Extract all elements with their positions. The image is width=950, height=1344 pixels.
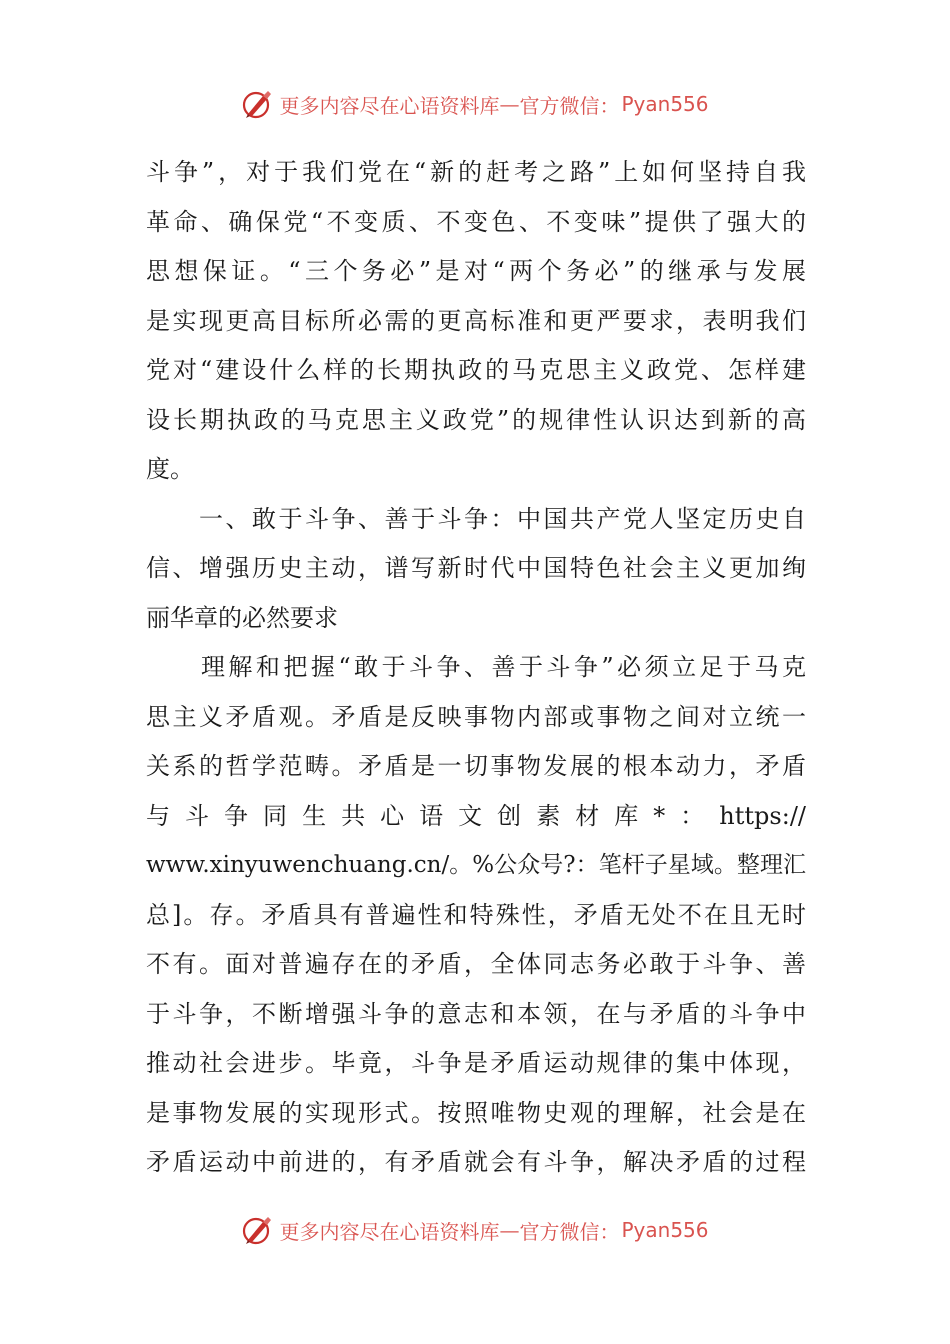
document-body — [146, 148, 806, 1188]
section-heading-line-3: 丽华章的必然要求 — [146, 603, 338, 632]
body-line-18: 于斗争，不断增强斗争的意志和本领，在与矛盾的斗争中 — [146, 999, 806, 1028]
footer-wechat-label: 官方微信： — [519, 1219, 620, 1244]
body-line-16: 总]。存。矛盾具有普遍性和特殊性，矛盾无处不在且无时 — [146, 900, 806, 929]
footer-wechat-id: Pyan556 — [621, 1218, 709, 1242]
body-line-6: 设长期执政的马克思主义政党”的规律性认识达到新的高 — [146, 405, 806, 434]
body-line-21: 矛盾运动中前进的，有矛盾就会有斗争，解决矛盾的过程 — [146, 1148, 806, 1176]
header-wechat-label: 官方微信： — [519, 93, 620, 118]
body-line-5: 党对“建设什么样的长期执政的马克思主义政党、怎样建 — [146, 356, 806, 384]
body-line-11: 理解和把握“敢于斗争、善于斗争”必须立足于马克 — [146, 653, 806, 681]
body-line-12: 思主义矛盾观。矛盾是反映事物内部或事物之间对立统一 — [146, 702, 806, 731]
header-site-text: 更多内容尽在心语资料库 — [279, 93, 500, 118]
body-line-20: 是事物发展的实现形式。按照唯物史观的理解，社会是在 — [146, 1098, 806, 1127]
body-line-1: 斗争”，对于我们党在“新的赶考之路”上如何坚持自我 — [146, 158, 806, 186]
body-line-3: 思想保证。“三个务必”是对“两个务必”的继承与发展 — [146, 257, 806, 285]
body-line-7: 度。 — [146, 455, 194, 483]
body-line-4: 是实现更高目标所必需的更高标准和更严要求，表明我们 — [146, 306, 806, 335]
footer-dash: — — [499, 1218, 520, 1242]
section-heading-line-2: 信、增强历史主动，谱写新时代中国特色社会主义更加绚 — [146, 554, 806, 582]
section-heading-line-1: 一、敢于斗争、善于斗争：中国共产党人坚定历史自 — [146, 504, 806, 533]
body-line-2: 革命、确保党“不变质、不变色、不变味”提供了强大的 — [146, 207, 806, 236]
header-dash: — — [499, 92, 520, 116]
header-wechat-id: Pyan556 — [621, 92, 709, 116]
footer-site-text: 更多内容尽在心语资料库 — [279, 1219, 500, 1244]
body-line-13: 关系的哲学范畴。矛盾是一切事物发展的根本动力，矛盾 — [146, 752, 806, 780]
body-line-19: 推动社会进步。毕竟，斗争是矛盾运动规律的集中体现， — [146, 1049, 806, 1077]
body-line-15: www.xinyuwenchuang.cn/。%公众号?：笔杆子星域。整理汇 — [146, 852, 806, 878]
header-banner — [0, 84, 950, 124]
pen-logo-icon — [241, 1214, 273, 1246]
footer-banner — [0, 1210, 950, 1250]
body-line-14: 与斗争同生共心语文创素材库*：https:// — [146, 801, 806, 830]
pen-logo-icon — [241, 88, 273, 120]
body-line-17: 不有。面对普遍存在的矛盾，全体同志务必敢于斗争、善 — [146, 950, 806, 978]
